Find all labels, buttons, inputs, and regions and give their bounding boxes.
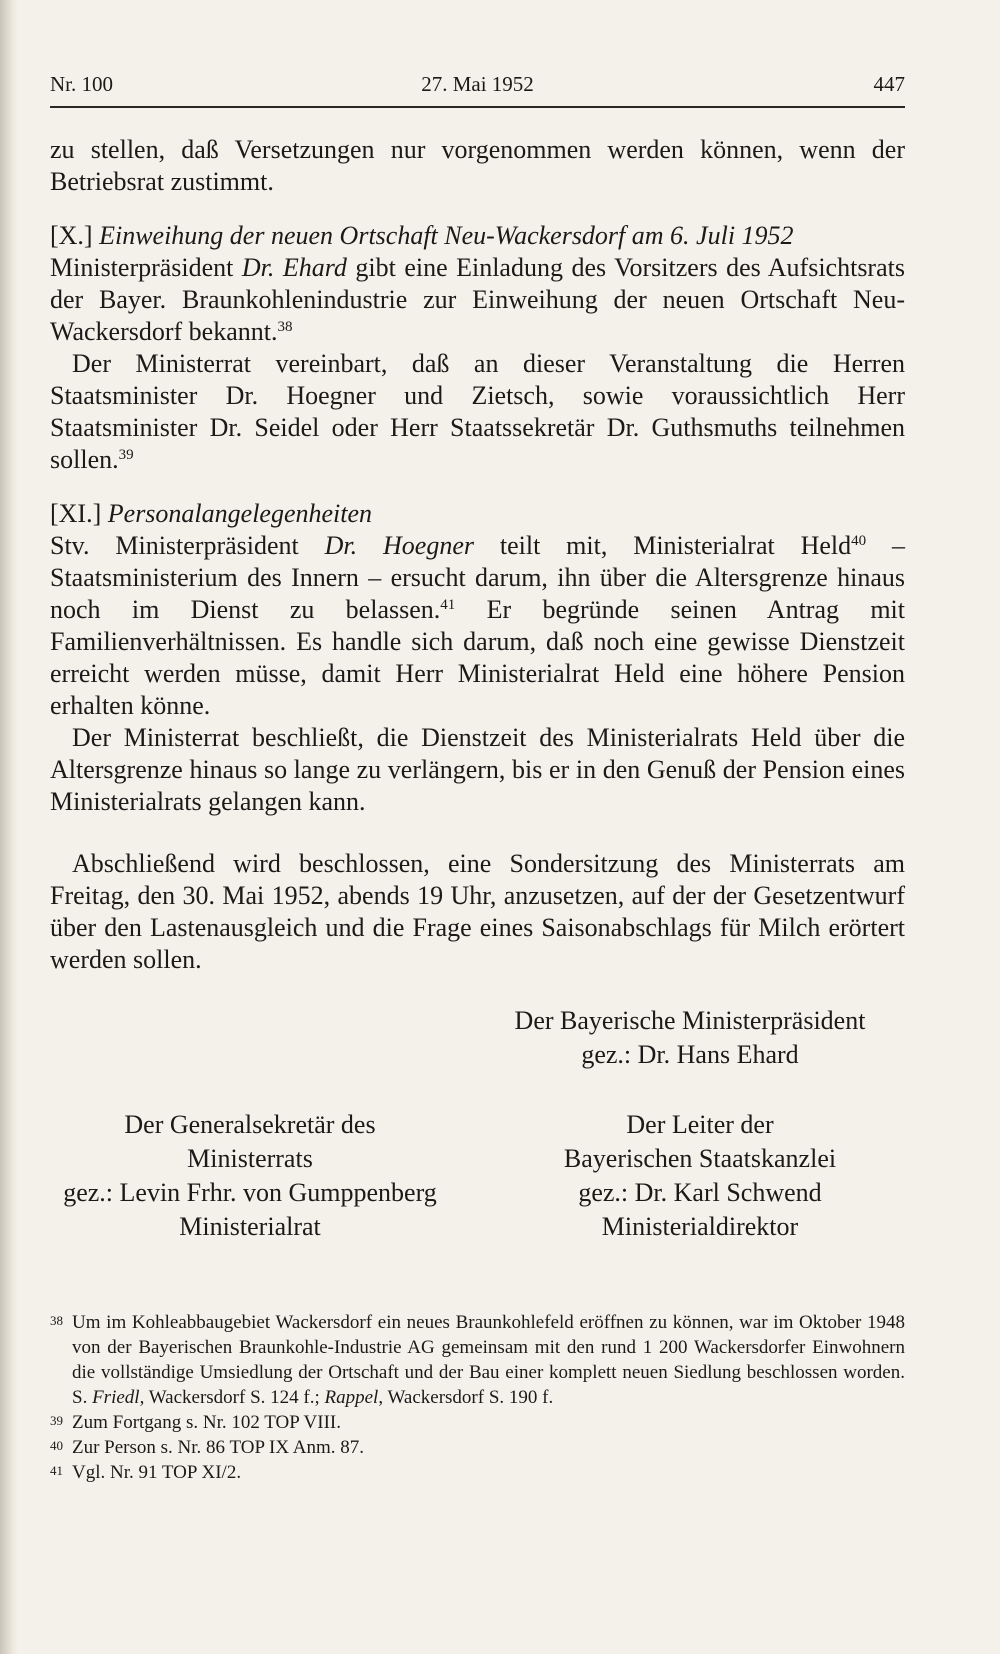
footnote-number: 39 (50, 1413, 63, 1428)
footnote-text: Zur Person s. Nr. 86 TOP IX Anm. 87. (72, 1437, 365, 1458)
text-run: , Wackersdorf S. 124 f.; (139, 1387, 325, 1408)
signature-title: Der Bayerische Ministerpräsident (514, 1006, 866, 1035)
signature-rank: Ministerialrat (179, 1212, 321, 1241)
text-run: teilt mit, Ministerialrat Held (474, 531, 852, 560)
signature-title: Ministerrats (187, 1144, 313, 1173)
footnote-text: Zum Fortgang s. Nr. 102 TOP VIII. (72, 1412, 341, 1433)
header-date: 27. Mai 1952 (421, 72, 534, 96)
footnote-38 (50, 1310, 905, 1410)
document-page (50, 0, 905, 1483)
signature-title: Der Leiter der (626, 1110, 774, 1139)
signature-staatskanzlei (510, 1108, 890, 1244)
running-header (50, 0, 905, 108)
footnote-number: 38 (50, 1313, 63, 1328)
text-run: Stv. Ministerpräsident (50, 531, 325, 560)
section-heading-xi (50, 498, 905, 530)
footnote-ref-41: 41 (440, 597, 456, 613)
signature-ministerpraesident (490, 1004, 890, 1072)
footnote-number: 40 (50, 1438, 63, 1453)
spacer (50, 818, 905, 848)
footnotes (50, 1310, 905, 1485)
signature-generalsekretaer (50, 1108, 450, 1244)
page-spine-shadow (0, 0, 18, 1654)
signature-name: gez.: Dr. Hans Ehard (581, 1040, 799, 1069)
section-x-paragraph-2 (50, 348, 905, 476)
footnote-41 (50, 1460, 905, 1485)
text-run: – Staatsministerium des Innern – ersucht darum, ihn über die Altersgrenze hinaus noch im Dienst zu belassen. (50, 531, 905, 624)
text-run: Der Ministerrat vereinbart, daß an dieser Veranstaltung die Herren Staatsminister Dr. Hoegner und Zietsch, sowie voraussichtlich Herr Staatsminister Dr. Seidel oder Herr Staatssekretär Dr. Guthsmuths teilnehmen sollen. (50, 349, 905, 474)
section-x-paragraph-1 (50, 252, 905, 348)
paragraph-continuation: zu stellen, daß Versetzungen nur vorgenommen werden können, wenn der Betriebsrat zustimmt. (50, 135, 905, 196)
footnote-40 (50, 1435, 905, 1460)
author-name: Friedl (92, 1387, 140, 1408)
section-xi-paragraph-2: Der Ministerrat beschließt, die Dienstzeit des Ministerialrats Held über die Altersgrenze hinaus so lange zu verlängern, bis er in den Genuß der Pension eines Ministerialrats gelangen kann. (50, 723, 905, 816)
signature-name: gez.: Dr. Karl Schwend (578, 1178, 822, 1207)
page-number: 447 (873, 72, 905, 96)
signature-name: gez.: Levin Frhr. von Gumppenberg (63, 1178, 437, 1207)
footnote-ref-39: 39 (118, 447, 134, 463)
section-title: Einweihung der neuen Ortschaft Neu-Wackersdorf am 6. Juli 1952 (99, 221, 794, 250)
section-title: Personalangelegenheiten (107, 499, 373, 528)
section-heading-x (50, 220, 905, 252)
signature-title: Bayerischen Staatskanzlei (563, 1144, 837, 1173)
person-name: Dr. Hoegner (324, 531, 474, 560)
signature-title: Der Generalsekretär des (124, 1110, 376, 1139)
footnote-ref-40: 40 (851, 533, 867, 549)
footnote-text: Vgl. Nr. 91 TOP XI/2. (72, 1462, 242, 1483)
footnote-number: 41 (50, 1463, 63, 1478)
text-run: Ministerpräsident (50, 253, 242, 282)
section-number: [X.] (50, 221, 93, 250)
text-run: , Wackersdorf S. 190 f. (378, 1387, 554, 1408)
main-text (50, 134, 905, 976)
signature-rank: Ministerialdirektor (601, 1212, 799, 1241)
closing-paragraph: Abschließend wird beschlossen, eine Sondersitzung des Ministerrats am Freitag, den 30. Mai 1952, abends 19 Uhr, anzusetzen, auf der der Gesetzentwurf über den Lastenausgleich und die Frage eines Saisonabschlags für Milch erörtert werden sollen. (50, 849, 905, 974)
text-run: Um im Kohleabbaugebiet Wackersdorf ein neues Braunkohlefeld eröffnen zu können, war im Oktober 1948 von der Bayerischen Braunkohle-Industrie AG gemeinsam mit den rund 1 200 Wackersdorfer Einwohnern die vollständige Umsiedlung der Ortschaft und der Bau einer komplett neuen Siedlung beschlossen worden. S. (72, 1312, 905, 1408)
text-run: gibt eine Einladung des Vorsitzers des Aufsichtsrats der Bayer. Braunkohlenindustrie zur Einweihung der neuen Ortschaft Neu-Wackersdorf bekannt. (50, 253, 905, 346)
section-number: [XI.] (50, 499, 102, 528)
author-name: Rappel (324, 1387, 379, 1408)
footnote-ref-38: 38 (277, 319, 293, 335)
footnote-39 (50, 1410, 905, 1435)
section-xi-paragraph-1 (50, 530, 905, 722)
text-run: Er begründe seinen Antrag mit Familienverhältnissen. Es handle sich darum, daß noch eine gewisse Dienstzeit erreicht werden müsse, damit Herr Ministerialrat Held eine höhere Pension erhalten könne. (50, 595, 905, 720)
document-number: Nr. 100 (50, 72, 113, 96)
person-name: Dr. Ehard (241, 253, 347, 282)
